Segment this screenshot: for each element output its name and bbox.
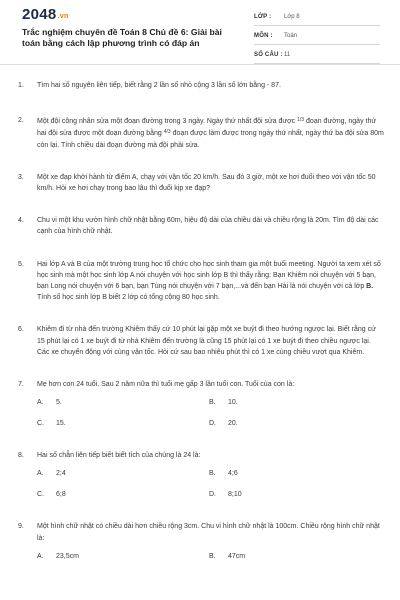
answer-options (37, 468, 384, 500)
question-number: 3. (18, 173, 24, 181)
logo-suffix: .vn (57, 13, 69, 20)
meta-label: LỚP : (254, 14, 272, 20)
answer-option-a[interactable]: A. 2;4 (37, 470, 66, 478)
answer-options (37, 397, 384, 429)
answer-option-a[interactable]: A. 23,5cm (37, 552, 79, 560)
question-number: 6. (18, 326, 24, 334)
answer-option-a[interactable]: A. 5. (37, 399, 62, 407)
answer-option-b[interactable]: B. 4;6 (209, 470, 238, 478)
logo-main: 2048 (22, 6, 57, 23)
meta-value: 11 (284, 52, 291, 58)
question-text: Tìm hai số nguyên liên tiếp, biết rằng 2 lần số nhỏ cộng 3 lần số lớn bằng - 87. (37, 82, 281, 89)
question-number: 9. (18, 523, 24, 531)
meta-label: SỐ CÂU : (254, 52, 283, 58)
site-logo[interactable] (22, 6, 69, 23)
question-number: 5. (18, 260, 24, 268)
header-divider (0, 64, 400, 65)
document-header (0, 0, 400, 62)
question-text: Chu vi một khu vườn hình chữ nhật bằng 60m, hiệu độ dài của chiều dài và chiều rộng là 20m. Tìm độ dài các cạnh của hình chữ nhật. (37, 217, 379, 236)
meta-subject (254, 30, 380, 45)
answer-option-d[interactable]: D. 8;10 (209, 491, 242, 499)
question-text: Hai lớp A và B của một trường trung học tổ chức cho học sinh tham gia một buổi meeting. Người ta xem xét số học sinh mà một học sinh lớp A nói chuyện với học sinh lớp B thì thấy rằng: Bạn Khiêm nói chuyện với 5 bạn, bạn Long nói chuyện với 6 bạn, bạn Tùng nói chuyện với 7 bạn,...và đến bạn Hải là nói chuyện với cả lớp B. Tính số học sinh lớp B biết 2 lớp có tổng cộng 80 học sinh. (37, 260, 381, 302)
question-number: 7. (18, 381, 24, 389)
question-8 (18, 450, 384, 500)
question-7 (18, 379, 384, 429)
answer-options (37, 551, 384, 562)
question-text: Một xe đạp khởi hành từ điểm A, chạy với vận tốc 20 km/h. Sau đó 3 giờ, một xe hơi đuổi theo với vận tốc 50 km/h. Hỏi xe hơi chạy trong bao lâu thì đuổi kịp xe đạp? (37, 173, 376, 193)
document-title: Trắc nghiệm chuyên đề Toán 8 Chủ đề 6: Giải bài toán bằng cách lập phương trình có đáp án (22, 27, 222, 48)
question-text: Một hình chữ nhật có chiều dài hơn chiều rộng 3cm. Chu vi hình chữ nhật là 100cm. Chiều rộng hình chữ nhật là: (37, 523, 380, 542)
question-text: Hai số chẵn liên tiếp biết biết tích của chúng là 24 là: (37, 452, 201, 460)
answer-option-c[interactable]: C. 6;8 (37, 491, 66, 499)
question-text: Khiêm đi từ nhà đến trường Khiêm thấy cứ 10 phút lại gặp một xe buýt đi theo hướng ngược lại. Biết rằng cứ 15 phút lại có 1 xe buýt đi từ nhà Khiêm đến trường là cũng 15 phút lại có 1 xe buýt đi theo chiều ngược lại. Các xe chuyển động với cùng vận tốc. Hỏi cứ sau bao nhiêu phút thì có 1 xe cùng chiều vượt qua Khiêm. (37, 326, 376, 356)
question-1 (18, 80, 384, 91)
question-number: 4. (18, 217, 24, 225)
question-text: Mẹ hơn con 24 tuổi. Sau 2 năm nữa thì tuổi mẹ gấp 3 lần tuổi con. Tuổi của con là: (37, 381, 295, 389)
question-number: 8. (18, 452, 24, 460)
question-list (18, 80, 384, 562)
answer-option-b[interactable]: B. 10. (209, 399, 238, 407)
answer-option-c[interactable]: C. 15. (37, 420, 66, 428)
question-6 (18, 324, 384, 358)
question-text: Một đội công nhân sửa một đoạn đường trong 3 ngày. Ngày thứ nhất đội sửa được $^{1/3}$ đoạn đường, ngày thứ hai đội sửa được một đoạn đường bằng $^{4/3}$ đoạn được làm được trong ngày thứ nhất, ngày thứ ba đội sửa 80m còn lại. Tính chiều dài đoạn đường mà đội phải sửa. (37, 117, 384, 149)
question-4 (18, 215, 384, 237)
question-number: 1. (18, 82, 24, 89)
fraction: 1/3 (297, 117, 305, 124)
meta-value: Toán (284, 33, 298, 39)
document-meta (254, 11, 380, 68)
answer-option-d[interactable]: D. 20. (209, 420, 238, 428)
answer-option-b[interactable]: B. 47cm (209, 552, 246, 560)
meta-label: MÔN : (254, 33, 273, 39)
question-number: 2. (18, 117, 24, 125)
question-9 (18, 521, 384, 561)
question-2 (18, 115, 384, 151)
meta-question-count (254, 49, 380, 64)
meta-grade (254, 11, 380, 26)
fraction: 4/3 (163, 129, 171, 136)
meta-value: Lớp 8 (284, 14, 300, 20)
question-5 (18, 259, 384, 304)
question-3 (18, 172, 384, 194)
